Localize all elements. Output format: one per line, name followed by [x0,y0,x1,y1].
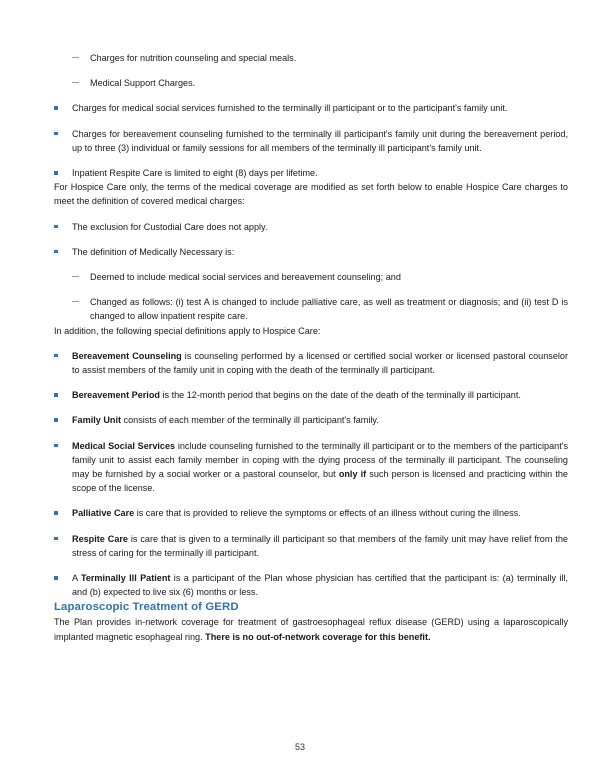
definition-item-family-unit [54,413,568,427]
definition-text: is care that is provided to relieve the symptoms or effects of an illness without curing the illness. [134,508,521,519]
definition-term: Terminally Ill Patient [80,573,171,584]
square-bullet-icon [54,444,58,448]
definition-emphasis: only if [338,469,367,480]
definition-text: include counseling furnished to the terminally ill participant or to the members of the participant's family unit to assist each family member in coping with the dying process of the terminally ill participant. The counseling may be furnished by a social worker or a pastoral counselor, but [72,440,569,480]
page-title: Laparoscopic Treatment of GERD [54,601,239,614]
definition-text: consists of each member of the terminally ill participant's family. [121,415,379,426]
definition-item-medical-social-services [54,439,568,496]
square-bullet-icon [54,418,58,422]
definition-term: Bereavement Counseling [72,350,182,361]
definition-item-palliative-care [54,506,568,520]
definition-text-continued: such person is licensed and practicing within the scope of the license. [72,469,568,494]
definition-term: Palliative Care [72,508,135,519]
page-number-footer: 53 [294,742,305,752]
list-item [72,270,568,284]
dash-bullet-icon [72,276,79,277]
definition-lead: A [72,573,81,584]
list-item [54,166,568,180]
dash-bullet-icon [72,57,79,58]
definitions-list [54,349,568,600]
square-bullet-icon [54,576,58,580]
dash-bullet-icon [72,82,79,83]
square-bullet-icon [54,250,58,254]
definition-text: is counseling performed by a licensed or certified social worker or licensed pastoral counselor to assist members of the family unit in coping with the death of the terminally ill participant. [72,350,569,376]
modification-intro-paragraph: For Hospice Care only, the terms of the medical coverage are modified as set forth below to enable Hospice Care charges to meet the definition of covered medical charges: [54,182,568,207]
definitions-intro-paragraph: In addition, the following special definitions apply to Hospice Care: [54,325,321,336]
square-bullet-icon [54,393,58,397]
modification-bullets [54,220,568,324]
definition-text: is the 12-month period that begins on the date of the death of the terminally ill participant. [159,390,521,401]
square-bullet-icon [54,225,58,229]
definition-term: Family Unit [72,415,122,426]
definition-text: is a participant of the Plan whose physician has certified that the participant is: (a) terminally ill, and (b) expected to live six (6) months or less. [72,573,569,598]
list-item [72,295,568,323]
medically-necessary-sublist [72,270,568,324]
definition-item-respite-care [54,532,568,560]
hospice-top-sublist [54,51,568,90]
list-item [54,101,568,115]
list-item-text: Medical Support Charges. [90,78,196,89]
definition-text: is care that is given to a terminally ill participant so that members of the family unit may have relief from the stress of caring for the terminally ill participant. [72,533,568,558]
definition-term: Medical Social Services [72,440,176,451]
hospice-top-bullets [54,101,568,180]
list-item [54,245,568,324]
square-bullet-icon [54,171,58,175]
list-item-text: Deemed to include medical social services and bereavement counseling; and [90,272,401,283]
definition-item-bereavement-counseling [54,349,568,377]
gerd-paragraph-text: The Plan provides in-network coverage for treatment of gastroesophageal reflux disease (GERD) using a laparoscopically implanted magnetic esophageal ring. [54,617,568,642]
square-bullet-icon [54,511,58,515]
square-bullet-icon [54,106,58,110]
list-item [54,220,568,234]
list-item-text: Charges for bereavement counseling furnished to the terminally ill participant's family unit during the bereavement period, up to three (3) individual or family sessions for all members of the terminally ill participant's family unit. [72,128,568,153]
page-content [54,51,568,644]
gerd-paragraph-emphasis: There is no out-of-network coverage for this benefit. [205,631,431,642]
list-item [54,76,568,90]
definition-item-bereavement-period [54,388,568,402]
list-item [54,51,568,65]
dash-bullet-icon [72,301,79,302]
square-bullet-icon [54,132,58,136]
definition-item-terminally-ill-patient [54,571,568,599]
square-bullet-icon [54,354,58,358]
list-item-text: Inpatient Respite Care is limited to eight (8) days per lifetime. [72,168,318,179]
gerd-paragraph [54,615,568,643]
square-bullet-icon [54,537,58,541]
definition-term: Respite Care [72,533,128,544]
list-item-text: The definition of Medically Necessary is: [72,246,235,257]
list-item-text: The exclusion for Custodial Care does not apply. [72,221,268,232]
list-item-text: Changed as follows: (i) test A is changed to include palliative care, as well as treatment or diagnosis; and (ii) test D is changed to allow inpatient respite care. [90,297,568,322]
list-item [54,127,568,155]
list-item-text: Charges for medical social services furnished to the terminally ill participant or to the participant's family unit. [72,103,508,114]
list-item-text: Charges for nutrition counseling and special meals. [90,53,297,63]
definition-term: Bereavement Period [72,390,160,401]
